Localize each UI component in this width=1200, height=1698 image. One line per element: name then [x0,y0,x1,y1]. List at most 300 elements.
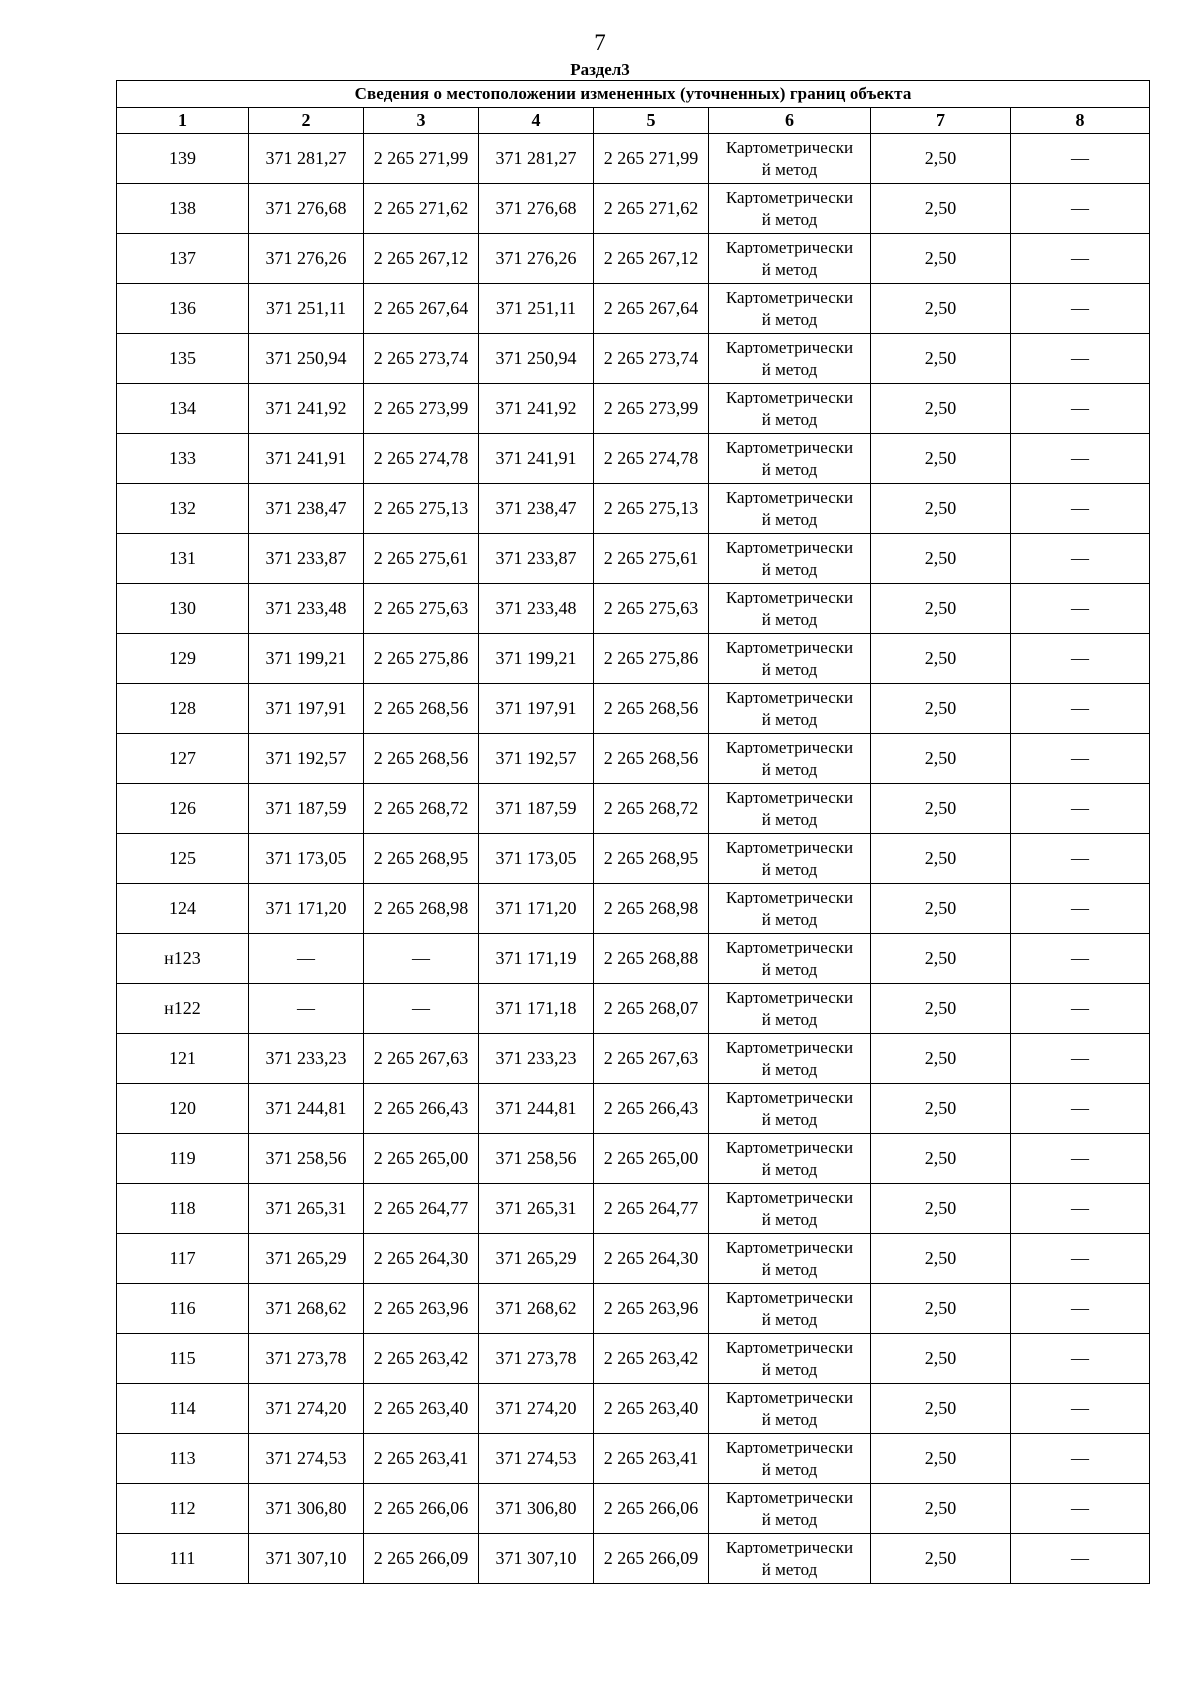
existing-x-cell: 371 250,94 [249,334,364,384]
method-line: Картометрически [725,1187,854,1207]
note-cell: — [1011,934,1150,984]
accuracy-cell: 2,50 [871,534,1011,584]
method-line: Картометрически [725,1437,854,1457]
refined-x-cell: 371 233,23 [479,1034,594,1084]
refined-x-cell: 371 250,94 [479,334,594,384]
refined-y-cell: 2 265 274,78 [594,434,709,484]
table-row [117,284,1150,334]
refined-x-cell: 371 241,91 [479,434,594,484]
accuracy-cell: 2,50 [871,834,1011,884]
refined-x-cell: 371 192,57 [479,734,594,784]
method-line: Картометрически [725,1337,854,1357]
refined-x-cell: 371 233,87 [479,534,594,584]
existing-y-cell: 2 265 271,62 [364,184,479,234]
method-cell [709,1134,871,1184]
existing-x-cell: 371 233,48 [249,584,364,634]
accuracy-cell: 2,50 [871,884,1011,934]
method-line: Картометрически [725,187,854,207]
table-row [117,484,1150,534]
method-line: й метод [761,309,818,329]
method-line: й метод [761,809,818,829]
refined-y-cell: 2 265 263,41 [594,1434,709,1484]
note-cell: — [1011,1284,1150,1334]
existing-y-cell: 2 265 268,98 [364,884,479,934]
accuracy-cell: 2,50 [871,784,1011,834]
accuracy-cell: 2,50 [871,234,1011,284]
method-line: Картометрически [725,237,854,257]
refined-y-cell: 2 265 266,09 [594,1534,709,1584]
refined-x-cell: 371 273,78 [479,1334,594,1384]
method-line: й метод [761,359,818,379]
method-line: Картометрически [725,487,854,507]
method-cell [709,884,871,934]
method-line: й метод [761,1109,818,1129]
refined-y-cell: 2 265 265,00 [594,1134,709,1184]
method-line: й метод [761,709,818,729]
point-number-cell: 124 [117,884,249,934]
column-header: 3 [364,108,479,134]
method-line: й метод [761,259,818,279]
refined-y-cell: 2 265 264,77 [594,1184,709,1234]
note-cell: — [1011,484,1150,534]
method-line: Картометрически [725,287,854,307]
method-line: й метод [761,509,818,529]
refined-x-cell: 371 173,05 [479,834,594,884]
method-line: й метод [761,1459,818,1479]
existing-y-cell: 2 265 264,77 [364,1184,479,1234]
point-number-cell: 133 [117,434,249,484]
existing-x-cell: 371 171,20 [249,884,364,934]
accuracy-cell: 2,50 [871,334,1011,384]
existing-x-cell: 371 251,11 [249,284,364,334]
point-number-cell: 139 [117,134,249,184]
method-line: й метод [761,1509,818,1529]
existing-y-cell: 2 265 265,00 [364,1134,479,1184]
method-cell [709,634,871,684]
accuracy-cell: 2,50 [871,1484,1011,1534]
existing-y-cell: — [364,984,479,1034]
refined-x-cell: 371 187,59 [479,784,594,834]
table-row [117,684,1150,734]
note-cell: — [1011,784,1150,834]
refined-y-cell: 2 265 275,13 [594,484,709,534]
method-line: Картометрически [725,1137,854,1157]
existing-y-cell: 2 265 274,78 [364,434,479,484]
refined-x-cell: 371 244,81 [479,1084,594,1134]
refined-x-cell: 371 276,26 [479,234,594,284]
existing-x-cell: — [249,984,364,1034]
method-cell [709,1284,871,1334]
accuracy-cell: 2,50 [871,434,1011,484]
table-row [117,1134,1150,1184]
method-line: й метод [761,1009,818,1029]
method-line: й метод [761,759,818,779]
table-row [117,1034,1150,1084]
existing-y-cell: 2 265 271,99 [364,134,479,184]
refined-x-cell: 371 276,68 [479,184,594,234]
method-line: й метод [761,1359,818,1379]
accuracy-cell: 2,50 [871,284,1011,334]
refined-y-cell: 2 265 273,74 [594,334,709,384]
method-cell [709,584,871,634]
existing-y-cell: 2 265 266,06 [364,1484,479,1534]
method-cell [709,934,871,984]
method-cell [709,1184,871,1234]
accuracy-cell: 2,50 [871,1134,1011,1184]
existing-y-cell: 2 265 273,99 [364,384,479,434]
note-cell: — [1011,1334,1150,1384]
table-row [117,1234,1150,1284]
existing-y-cell: 2 265 267,12 [364,234,479,284]
method-line: й метод [761,909,818,929]
method-line: й метод [761,1209,818,1229]
note-cell: — [1011,634,1150,684]
note-cell: — [1011,1184,1150,1234]
note-cell: — [1011,1084,1150,1134]
point-number-cell: 113 [117,1434,249,1484]
table-row [117,1084,1150,1134]
point-number-cell: 112 [117,1484,249,1534]
method-cell [709,1234,871,1284]
point-number-cell: н123 [117,934,249,984]
refined-x-cell: 371 238,47 [479,484,594,534]
point-number-cell: 114 [117,1384,249,1434]
column-header: 1 [117,108,249,134]
note-cell: — [1011,584,1150,634]
existing-y-cell: 2 265 275,13 [364,484,479,534]
table-row [117,334,1150,384]
method-cell [709,684,871,734]
point-number-cell: 120 [117,1084,249,1134]
existing-x-cell: 371 265,29 [249,1234,364,1284]
method-cell [709,534,871,584]
existing-x-cell: 371 258,56 [249,1134,364,1184]
existing-x-cell: 371 238,47 [249,484,364,534]
accuracy-cell: 2,50 [871,684,1011,734]
refined-x-cell: 371 265,31 [479,1184,594,1234]
note-cell: — [1011,1134,1150,1184]
column-number-row [117,108,1150,134]
existing-y-cell: 2 265 275,61 [364,534,479,584]
note-cell: — [1011,984,1150,1034]
refined-x-cell: 371 171,19 [479,934,594,984]
method-line: Картометрически [725,1287,854,1307]
method-line: й метод [761,1259,818,1279]
column-header: 7 [871,108,1011,134]
method-line: Картометрически [725,737,854,757]
refined-y-cell: 2 265 271,99 [594,134,709,184]
method-line: Картометрически [725,937,854,957]
existing-x-cell: 371 192,57 [249,734,364,784]
refined-y-cell: 2 265 268,95 [594,834,709,884]
method-line: й метод [761,609,818,629]
method-line: Картометрически [725,437,854,457]
point-number-cell: 121 [117,1034,249,1084]
existing-x-cell: — [249,934,364,984]
accuracy-cell: 2,50 [871,734,1011,784]
existing-x-cell: 371 241,91 [249,434,364,484]
existing-y-cell: — [364,934,479,984]
refined-x-cell: 371 274,20 [479,1384,594,1434]
table-row [117,984,1150,1034]
existing-y-cell: 2 265 263,40 [364,1384,479,1434]
note-cell: — [1011,384,1150,434]
note-cell: — [1011,1434,1150,1484]
table-row [117,134,1150,184]
table-row [117,734,1150,784]
method-line: Картометрически [725,1487,854,1507]
existing-y-cell: 2 265 264,30 [364,1234,479,1284]
refined-x-cell: 371 199,21 [479,634,594,684]
point-number-cell: 125 [117,834,249,884]
method-cell [709,834,871,884]
existing-y-cell: 2 265 268,72 [364,784,479,834]
method-cell [709,984,871,1034]
method-line: й метод [761,559,818,579]
refined-y-cell: 2 265 266,43 [594,1084,709,1134]
existing-x-cell: 371 306,80 [249,1484,364,1534]
column-header: 8 [1011,108,1150,134]
point-number-cell: 135 [117,334,249,384]
refined-x-cell: 371 281,27 [479,134,594,184]
refined-y-cell: 2 265 268,56 [594,684,709,734]
note-cell: — [1011,234,1150,284]
refined-x-cell: 371 171,20 [479,884,594,934]
note-cell: — [1011,734,1150,784]
refined-x-cell: 371 258,56 [479,1134,594,1184]
refined-x-cell: 371 241,92 [479,384,594,434]
table-body [117,134,1150,1584]
method-line: Картометрически [725,1037,854,1057]
existing-x-cell: 371 281,27 [249,134,364,184]
method-line: й метод [761,1159,818,1179]
accuracy-cell: 2,50 [871,1534,1011,1584]
method-line: й метод [761,1559,818,1579]
page-number: 7 [594,30,606,55]
method-cell [709,784,871,834]
method-line: й метод [761,859,818,879]
accuracy-cell: 2,50 [871,1284,1011,1334]
point-number-cell: 134 [117,384,249,434]
existing-y-cell: 2 265 268,95 [364,834,479,884]
table-row [117,1384,1150,1434]
method-line: Картометрически [725,1237,854,1257]
column-header: 6 [709,108,871,134]
table-row [117,534,1150,584]
table-row [117,184,1150,234]
point-number-cell: 138 [117,184,249,234]
method-line: Картометрически [725,887,854,907]
accuracy-cell: 2,50 [871,384,1011,434]
method-line: Картометрически [725,787,854,807]
refined-x-cell: 371 197,91 [479,684,594,734]
accuracy-cell: 2,50 [871,1384,1011,1434]
refined-y-cell: 2 265 268,56 [594,734,709,784]
table-row [117,1534,1150,1584]
note-cell: — [1011,1234,1150,1284]
method-cell [709,1384,871,1434]
refined-x-cell: 371 265,29 [479,1234,594,1284]
refined-x-cell: 371 274,53 [479,1434,594,1484]
boundary-coordinates-table [116,80,1150,1584]
method-line: Картометрически [725,987,854,1007]
refined-y-cell: 2 265 268,07 [594,984,709,1034]
method-cell [709,1484,871,1534]
method-line: Картометрически [725,1537,854,1557]
accuracy-cell: 2,50 [871,184,1011,234]
column-header: 5 [594,108,709,134]
method-cell [709,1534,871,1584]
existing-y-cell: 2 265 263,42 [364,1334,479,1384]
point-number-cell: 118 [117,1184,249,1234]
method-line: Картометрически [725,337,854,357]
accuracy-cell: 2,50 [871,934,1011,984]
point-number-cell: 111 [117,1534,249,1584]
table-row [117,834,1150,884]
note-cell: — [1011,334,1150,384]
method-cell [709,1084,871,1134]
table-row [117,1284,1150,1334]
existing-x-cell: 371 197,91 [249,684,364,734]
point-number-cell: 126 [117,784,249,834]
existing-x-cell: 371 273,78 [249,1334,364,1384]
table-row [117,934,1150,984]
existing-y-cell: 2 265 266,43 [364,1084,479,1134]
method-cell [709,1034,871,1084]
note-cell: — [1011,184,1150,234]
point-number-cell: 131 [117,534,249,584]
method-line: й метод [761,659,818,679]
point-number-cell: 117 [117,1234,249,1284]
method-cell [709,434,871,484]
method-line: Картометрически [725,837,854,857]
existing-x-cell: 371 274,20 [249,1384,364,1434]
refined-y-cell: 2 265 267,63 [594,1034,709,1084]
accuracy-cell: 2,50 [871,1334,1011,1384]
existing-y-cell: 2 265 275,86 [364,634,479,684]
refined-x-cell: 371 171,18 [479,984,594,1034]
note-cell: — [1011,534,1150,584]
accuracy-cell: 2,50 [871,1084,1011,1134]
method-line: Картометрически [725,387,854,407]
note-cell: — [1011,1034,1150,1084]
table-row [117,384,1150,434]
column-header: 2 [249,108,364,134]
accuracy-cell: 2,50 [871,134,1011,184]
table-row [117,634,1150,684]
method-cell [709,334,871,384]
point-number-cell: 129 [117,634,249,684]
note-cell: — [1011,134,1150,184]
note-cell: — [1011,1534,1150,1584]
existing-x-cell: 371 307,10 [249,1534,364,1584]
table-row [117,784,1150,834]
existing-x-cell: 371 276,26 [249,234,364,284]
point-number-cell: 116 [117,1284,249,1334]
method-cell [709,284,871,334]
method-line: й метод [761,409,818,429]
point-number-cell: 128 [117,684,249,734]
accuracy-cell: 2,50 [871,1434,1011,1484]
table-row [117,434,1150,484]
existing-y-cell: 2 265 263,41 [364,1434,479,1484]
section-label: Раздел3 [570,60,630,79]
method-cell [709,1434,871,1484]
existing-y-cell: 2 265 275,63 [364,584,479,634]
note-cell: — [1011,1484,1150,1534]
existing-y-cell: 2 265 268,56 [364,684,479,734]
point-number-cell: 127 [117,734,249,784]
existing-x-cell: 371 244,81 [249,1084,364,1134]
method-cell [709,134,871,184]
existing-x-cell: 371 173,05 [249,834,364,884]
point-number-cell: 119 [117,1134,249,1184]
point-number-cell: 130 [117,584,249,634]
refined-y-cell: 2 265 268,72 [594,784,709,834]
refined-y-cell: 2 265 264,30 [594,1234,709,1284]
note-cell: — [1011,884,1150,934]
existing-y-cell: 2 265 266,09 [364,1534,479,1584]
method-line: й метод [761,959,818,979]
accuracy-cell: 2,50 [871,634,1011,684]
note-cell: — [1011,684,1150,734]
method-line: й метод [761,1309,818,1329]
method-line: й метод [761,1409,818,1429]
method-cell [709,384,871,434]
accuracy-cell: 2,50 [871,1184,1011,1234]
table-row [117,234,1150,284]
note-cell: — [1011,1384,1150,1434]
method-line: Картометрически [725,687,854,707]
existing-x-cell: 371 199,21 [249,634,364,684]
accuracy-cell: 2,50 [871,1034,1011,1084]
point-number-cell: 132 [117,484,249,534]
point-number-cell: 137 [117,234,249,284]
note-cell: — [1011,434,1150,484]
table-row [117,1184,1150,1234]
existing-x-cell: 371 187,59 [249,784,364,834]
existing-x-cell: 371 241,92 [249,384,364,434]
refined-y-cell: 2 265 267,64 [594,284,709,334]
refined-y-cell: 2 265 275,63 [594,584,709,634]
refined-y-cell: 2 265 271,62 [594,184,709,234]
method-line: Картометрически [725,537,854,557]
table-row [117,584,1150,634]
table-row [117,1484,1150,1534]
point-number-cell: н122 [117,984,249,1034]
existing-y-cell: 2 265 263,96 [364,1284,479,1334]
existing-x-cell: 371 233,87 [249,534,364,584]
method-cell [709,484,871,534]
method-line: Картометрически [725,137,854,157]
existing-y-cell: 2 265 267,63 [364,1034,479,1084]
method-line: Картометрически [725,587,854,607]
method-cell [709,1334,871,1384]
point-number-cell: 115 [117,1334,249,1384]
refined-y-cell: 2 265 268,88 [594,934,709,984]
table-row [117,1334,1150,1384]
accuracy-cell: 2,50 [871,584,1011,634]
refined-x-cell: 371 306,80 [479,1484,594,1534]
existing-x-cell: 371 268,62 [249,1284,364,1334]
refined-y-cell: 2 265 263,42 [594,1334,709,1384]
existing-x-cell: 371 276,68 [249,184,364,234]
method-line: й метод [761,159,818,179]
method-cell [709,184,871,234]
table-title: Сведения о местоположении измененных (уточненных) границ объекта [117,81,1150,108]
refined-x-cell: 371 307,10 [479,1534,594,1584]
refined-y-cell: 2 265 267,12 [594,234,709,284]
